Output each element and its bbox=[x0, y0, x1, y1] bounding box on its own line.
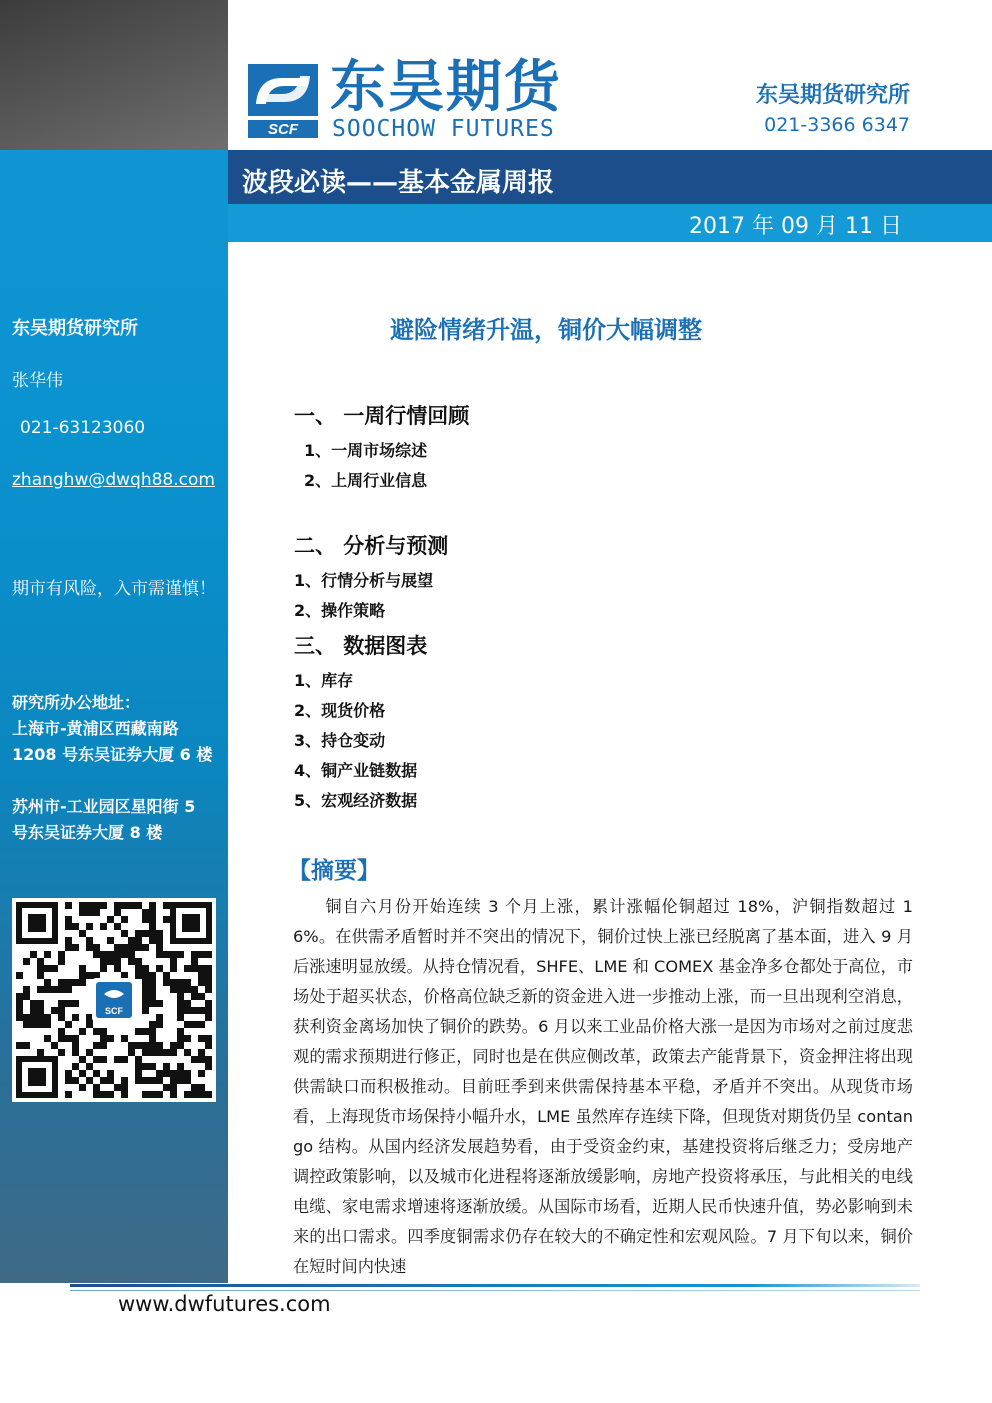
report-series-title: 波段必读——基本金属周报 bbox=[242, 168, 555, 198]
toc-item: 4、铜产业链数据 bbox=[294, 761, 418, 780]
qr-code bbox=[12, 898, 216, 1102]
report-banner bbox=[228, 150, 992, 204]
footer-rule-thin bbox=[70, 1290, 920, 1291]
report-date: 2017 年 09 月 11 日 bbox=[689, 214, 902, 239]
institute-phone: 021-3366 6347 bbox=[764, 114, 910, 136]
footer-rule bbox=[70, 1284, 920, 1287]
soochow-logo-icon bbox=[248, 64, 318, 138]
qr-logo-text: SCF bbox=[105, 1006, 123, 1016]
institute-name: 东吴期货研究所 bbox=[755, 83, 910, 108]
toc-item: 3、持仓变动 bbox=[294, 731, 386, 750]
footer-website-link[interactable]: www.dwfutures.com bbox=[118, 1292, 331, 1316]
date-bar bbox=[228, 204, 992, 242]
summary-heading: 【摘要】 bbox=[288, 858, 380, 884]
sidebar-top-block bbox=[0, 0, 228, 150]
brand-name-en: SOOCHOW FUTURES bbox=[332, 116, 555, 142]
toc-item: 5、宏观经济数据 bbox=[294, 791, 418, 810]
toc-section-heading: 二、 分析与预测 bbox=[294, 534, 449, 558]
address-line: 苏州市-工业园区星阳街 5 bbox=[12, 797, 196, 816]
toc-section-heading: 三、 数据图表 bbox=[294, 634, 428, 658]
logo-text: SCF bbox=[268, 121, 298, 138]
page-title: 避险情绪升温，铜价大幅调整 bbox=[390, 316, 702, 344]
left-sidebar bbox=[0, 0, 228, 1283]
toc-item: 2、上周行业信息 bbox=[304, 471, 428, 490]
toc-item: 1、行情分析与展望 bbox=[294, 571, 434, 590]
toc-section-heading: 一、 一周行情回顾 bbox=[294, 404, 470, 428]
toc-item: 1、库存 bbox=[294, 671, 354, 690]
risk-notice: 期市有风险，入市需谨慎！ bbox=[12, 579, 216, 599]
summary-paragraph: 铜自六月份开始连续 3 个月上涨，累计涨幅伦铜超过 18%，沪铜指数超过 16%。在供需矛盾暂时并不突出的情况下，铜价过快上涨已经脱离了基本面，进入 9 月后涨速明显放缓。从持仓情况看，SHFE、LME 和 COMEX 基金净多仓都处于高位，市场处于超买状态，价格高位缺乏新的资金进入进一步推动上涨，而一旦出现利空消息，获利资金离场加快了铜价的跌势。6 月以来工业品价格大涨一是因为市场对之前过度悲观的需求预期进行修正，同时也是在供应侧改革，政策去产能背景下，资金押注将出现供需缺口而积极推动。目前旺季到来供需保持基本平稳，矛盾并不突出。从现货市场看，上海现货市场保持小幅升水，LME 虽然库存连续下降，但现货对期货仍呈 contango 结构。从国内经济发展趋势看，由于受资金约束，基建投资将后继乏力；受房地产调控政策影响，以及城市化进程将逐渐放缓影响，房地产投资将承压，与此相关的电线电缆、家电需求增速将逐渐放缓。从国际市场看，近期人民币快速升值，势必影响到未来的出口需求。四季度铜需求仍存在较大的不确定性和宏观风险。7 月下旬以来，铜价在短时间内快速 bbox=[293, 897, 913, 1276]
address-line: 上海市-黄浦区西藏南路 bbox=[12, 719, 179, 738]
address-label: 研究所办公地址： bbox=[12, 693, 141, 712]
brand-name-cn: 东吴期货 bbox=[330, 55, 562, 120]
analyst-phone: 021-63123060 bbox=[20, 418, 146, 438]
analyst-name: 张华伟 bbox=[12, 371, 63, 391]
toc-item: 1、一周市场综述 bbox=[304, 441, 428, 460]
toc-item: 2、操作策略 bbox=[294, 601, 386, 620]
toc-item: 2、现货价格 bbox=[294, 701, 386, 720]
qr-code-icon bbox=[12, 898, 216, 1102]
address-line: 1208 号东吴证券大厦 6 楼 bbox=[12, 745, 213, 764]
analyst-email-link[interactable]: zhanghw@dwqh88.com bbox=[12, 470, 215, 490]
sidebar-org: 东吴期货研究所 bbox=[12, 318, 138, 339]
address-line: 号东吴证券大厦 8 楼 bbox=[12, 823, 163, 842]
